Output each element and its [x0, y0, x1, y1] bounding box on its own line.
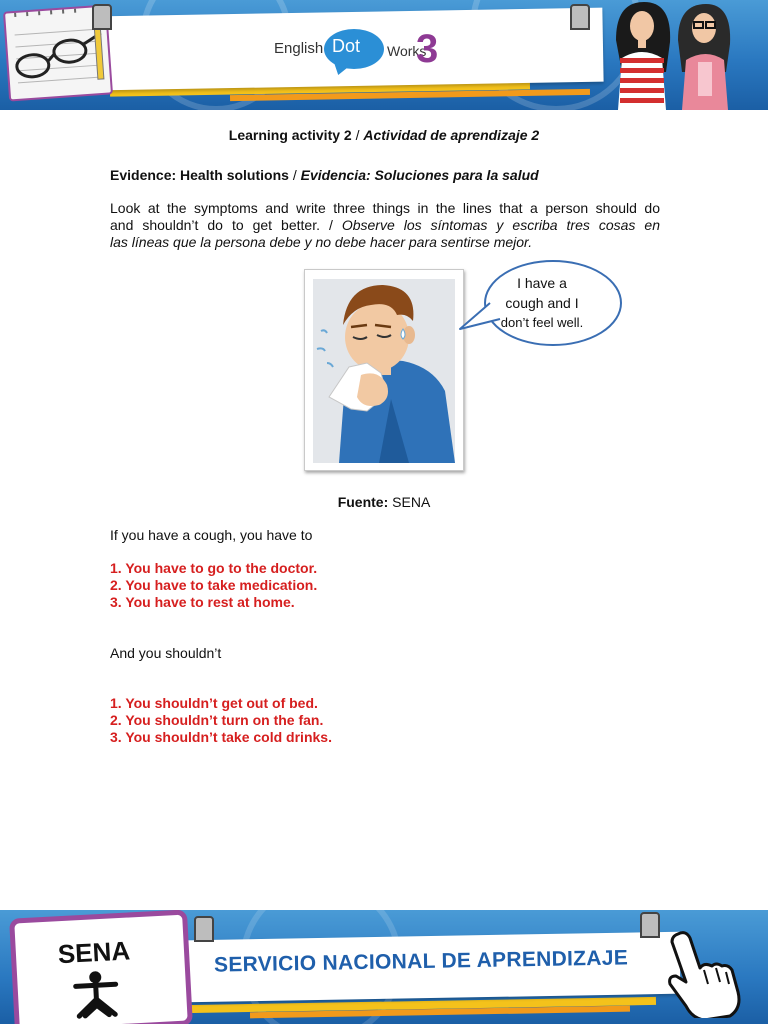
have-to-list [110, 560, 317, 611]
instructions-line-2 [110, 217, 660, 234]
have-to-item: 1. You have to go to the doctor. [110, 560, 318, 576]
logo-dot: Dot [332, 36, 361, 56]
speech-line-3: don’t feel well. [500, 315, 584, 330]
image-source [0, 494, 768, 511]
evidence-heading [110, 167, 539, 184]
prompt-shouldnt: And you shouldn’t [110, 645, 222, 661]
logo-english: English [274, 40, 324, 57]
instructions-spanish-start: Observe los síntomas y escriba tres cosas en [332, 217, 660, 233]
have-to-item: 3. You have to rest at home. [110, 594, 295, 610]
hand-pointer-icon [664, 928, 744, 1018]
evidence-english: Evidence: Health solutions [110, 167, 289, 183]
logo-number: 3 [416, 27, 439, 71]
english-dot-works-logo [274, 27, 474, 77]
have-to-item: 2. You have to take medication. [110, 577, 318, 593]
instructions-line-1: Look at the symptoms and write three things in the lines that a person should do [110, 200, 660, 216]
source-label: Fuente: [337, 494, 389, 510]
coughing-man-icon [313, 279, 455, 463]
speech-bubble-text [484, 273, 600, 333]
prompt-have-to: If you have a cough, you have to [110, 527, 313, 543]
activity-title [0, 127, 768, 144]
shouldnt-item: 2. You shouldn’t turn on the fan. [110, 712, 324, 728]
source-value: SENA [388, 494, 431, 510]
title-separator: / [351, 127, 364, 143]
girls-illustration [608, 0, 738, 110]
binder-clip-icon [640, 912, 660, 938]
header-banner [0, 0, 768, 110]
binder-clip-icon [194, 916, 214, 942]
logo-works: Works [387, 43, 427, 59]
footer-banner [0, 910, 768, 1024]
evidence-separator: / [288, 167, 301, 183]
shouldnt-item: 3. You shouldn’t take cold drinks. [110, 729, 332, 745]
evidence-spanish: Evidencia: Soluciones para la salud [300, 167, 539, 183]
coughing-man-illustration [304, 269, 464, 471]
instructions [110, 200, 660, 251]
title-english: Learning activity 2 [228, 127, 352, 143]
speech-line-1: I have a [517, 275, 567, 291]
shouldnt-list [110, 695, 332, 746]
instructions-english-end: and shouldn’t do to get better. / [110, 217, 333, 233]
shouldnt-item: 1. You shouldn’t get out of bed. [110, 695, 318, 711]
sena-logo-text: SENA [57, 935, 131, 970]
binder-clip-icon [92, 4, 112, 30]
sena-logo [9, 910, 193, 1024]
speech-line-2: cough and I [505, 295, 579, 311]
footer-title: SERVICIO NACIONAL DE APRENDIZAJE [213, 946, 629, 977]
instructions-line-3: las líneas que la persona debe y no debe hacer para sentirse mejor. [110, 234, 533, 250]
binder-clip-icon [570, 4, 590, 30]
title-spanish: Actividad de aprendizaje 2 [363, 127, 540, 143]
